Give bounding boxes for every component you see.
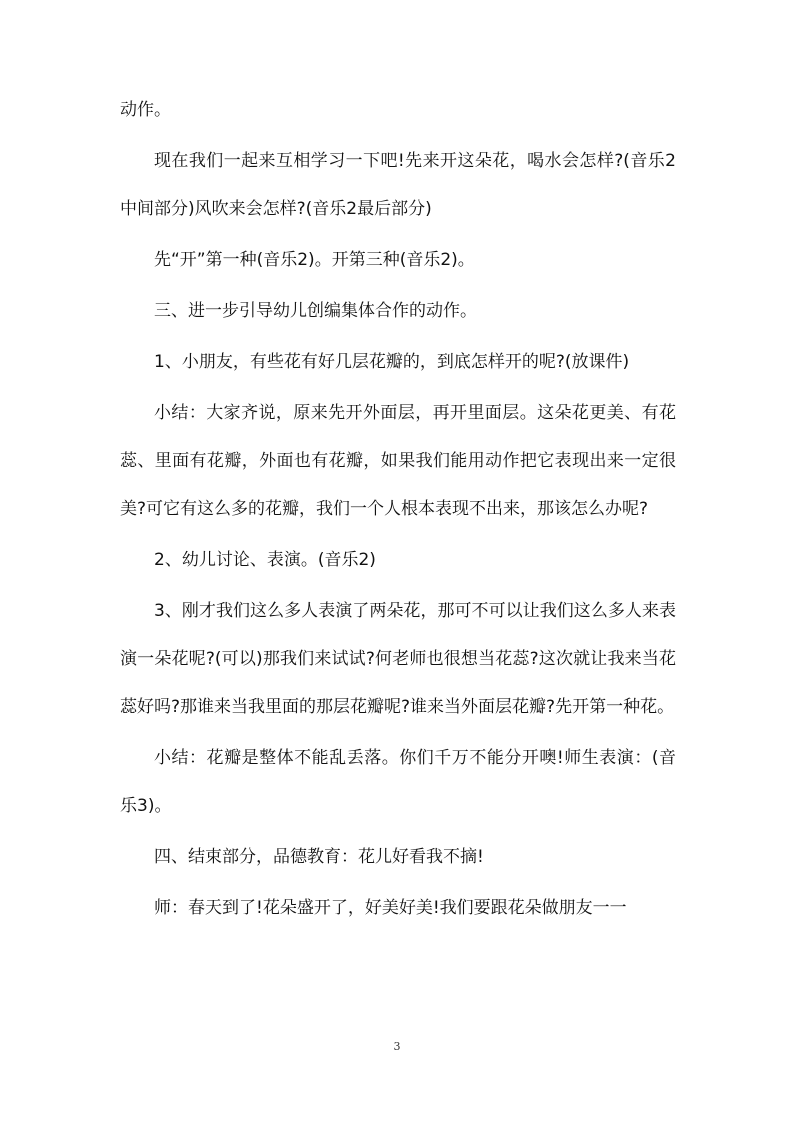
body-text <box>120 86 676 935</box>
paragraph: 先“开”第一种(音乐2)。开第三种(音乐2)。 <box>154 250 475 270</box>
paragraph: 师：春天到了!花朵盛开了，好美好美!我们要跟花朵做朋友一一 <box>154 898 627 918</box>
paragraph: 3、刚才我们这么多人表演了两朵花，那可不可以让我们这么多人来表演一朵花呢?(可以)那我们来试试?何老师也很想当花蕊?这次就让我来当花蕊好吗?那谁来当我里面的那层花瓣呢?谁来当外面层花瓣?先开第一种花。 <box>120 601 676 717</box>
paragraph: 动作。 <box>120 100 171 120</box>
section-heading: 三、进一步引导幼儿创编集体合作的动作。 <box>154 301 477 321</box>
section-heading: 四、结束部分，品德教育：花儿好看我不摘! <box>154 847 484 867</box>
paragraph: 现在我们一起来互相学习一下吧!先来开这朵花，喝水会怎样?(音乐2中间部分)风吹来会怎样?(音乐2最后部分) <box>120 151 676 219</box>
page-number: 3 <box>393 1040 401 1053</box>
summary-paragraph: 小结：大家齐说，原来先开外面层，再开里面层。这朵花更美、有花蕊、里面有花瓣，外面也有花瓣，如果我们能用动作把它表现出来一定很美?可它有这么多的花瓣，我们一个人根本表现不出来，那该怎么办呢? <box>120 403 676 519</box>
paragraph: 2、幼儿讨论、表演。(音乐2) <box>154 550 376 570</box>
summary-paragraph: 小结：花瓣是整体不能乱丢落。你们千万不能分开噢!师生表演：(音乐3)。 <box>120 748 676 816</box>
paragraph: 1、小朋友，有些花有好几层花瓣的，到底怎样开的呢?(放课件) <box>154 352 630 372</box>
